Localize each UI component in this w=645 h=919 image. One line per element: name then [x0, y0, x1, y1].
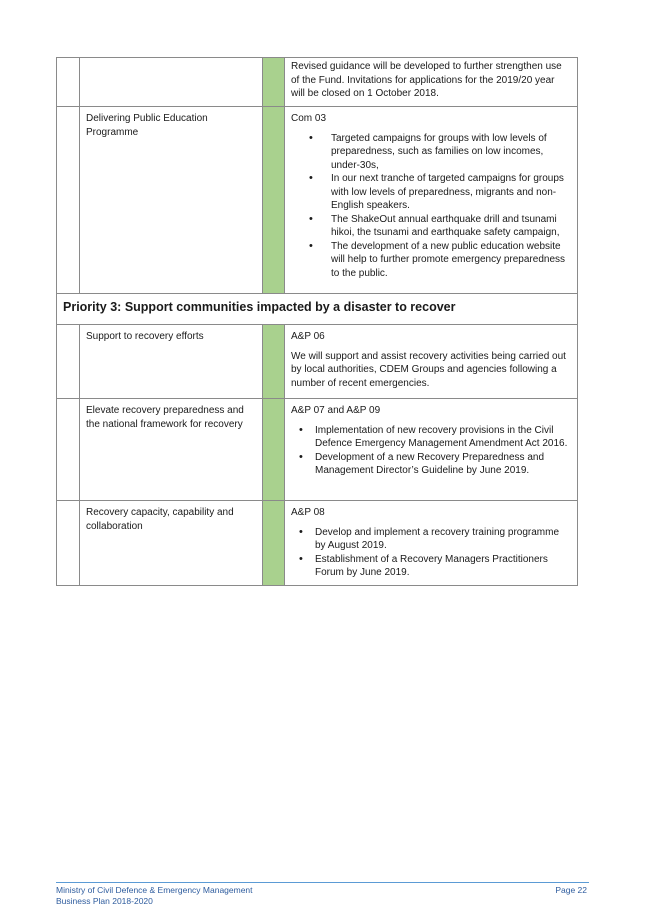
activity-name: Delivering Public Education Programme: [86, 113, 208, 138]
index-cell: [57, 58, 80, 107]
bullet-list: [291, 526, 571, 580]
activity-name: Elevate recovery preparedness and the national framework for recovery: [86, 405, 244, 430]
status-cell: [263, 58, 285, 107]
status-cell: [263, 325, 285, 399]
bullet-list: [291, 424, 571, 478]
index-cell: [57, 107, 80, 294]
activity-name: Recovery capacity, capability and collaboration: [86, 507, 234, 532]
table-row: [57, 58, 578, 107]
footer-page-number: Page 22: [555, 885, 587, 895]
detail-paragraph: Revised guidance will be developed to further strengthen use of the Fund. Invitations for applications for the 2019/20 year will be closed on 1 October 2018.: [291, 61, 562, 99]
table-row: [57, 325, 578, 399]
business-plan-table: [56, 57, 578, 586]
list-item: • Targeted campaigns for groups with low levels of preparedness, such as families on low incomes, under-30s,: [331, 132, 571, 173]
list-item: • The ShakeOut annual earthquake drill and tsunami hikoi, the tsunami and earthquake safety campaign,: [331, 213, 571, 240]
priority-heading: Priority 3: Support communities impacted by a disaster to recover: [57, 294, 578, 325]
reference-code: A&P 07 and A&P 09: [291, 405, 381, 416]
priority-heading-row: [57, 294, 578, 325]
detail-cell: [285, 399, 578, 501]
status-cell: [263, 107, 285, 294]
list-item: • Development of a new Recovery Preparedness and Management Director’s Guideline by June 2019.: [315, 451, 571, 478]
list-item: • Develop and implement a recovery training programme by August 2019.: [315, 526, 571, 553]
activity-cell: [80, 325, 263, 399]
index-cell: [57, 325, 80, 399]
table-row: [57, 399, 578, 501]
table-row: [57, 107, 578, 294]
detail-cell: [285, 107, 578, 294]
reference-code: A&P 08: [291, 507, 325, 518]
activity-cell: [80, 107, 263, 294]
list-item: • Implementation of new recovery provisions in the Civil Defence Emergency Management Amendment Act 2016.: [315, 424, 571, 451]
detail-cell: [285, 325, 578, 399]
bullet-list: [291, 132, 571, 281]
detail-paragraph: We will support and assist recovery activities being carried out by local authorities, CDEM Groups and agencies following a number of recent emergencies.: [291, 350, 566, 389]
list-item: • In our next tranche of targeted campaigns for groups with low levels of preparedness, migrants and non-English speakers.: [331, 172, 571, 213]
reference-code: Com 03: [291, 113, 327, 124]
reference-code: A&P 06: [291, 331, 325, 342]
activity-cell: [80, 501, 263, 586]
status-cell: [263, 501, 285, 586]
detail-cell: [285, 58, 578, 107]
footer-org-block: [56, 885, 253, 906]
index-cell: [57, 501, 80, 586]
detail-cell: [285, 501, 578, 586]
list-item: • The development of a new public education website will help to further promote emergency preparedness to the public.: [331, 240, 571, 281]
table-row: [57, 501, 578, 586]
activity-cell: [80, 399, 263, 501]
activity-cell: [80, 58, 263, 107]
index-cell: [57, 399, 80, 501]
activity-name: Support to recovery efforts: [86, 331, 204, 342]
footer-doc-title: Business Plan 2018-2020: [56, 895, 153, 906]
footer-divider: [56, 882, 589, 883]
status-cell: [263, 399, 285, 501]
list-item: • Establishment of a Recovery Managers Practitioners Forum by June 2019.: [315, 553, 571, 580]
footer-org: Ministry of Civil Defence & Emergency Management: [56, 885, 253, 895]
